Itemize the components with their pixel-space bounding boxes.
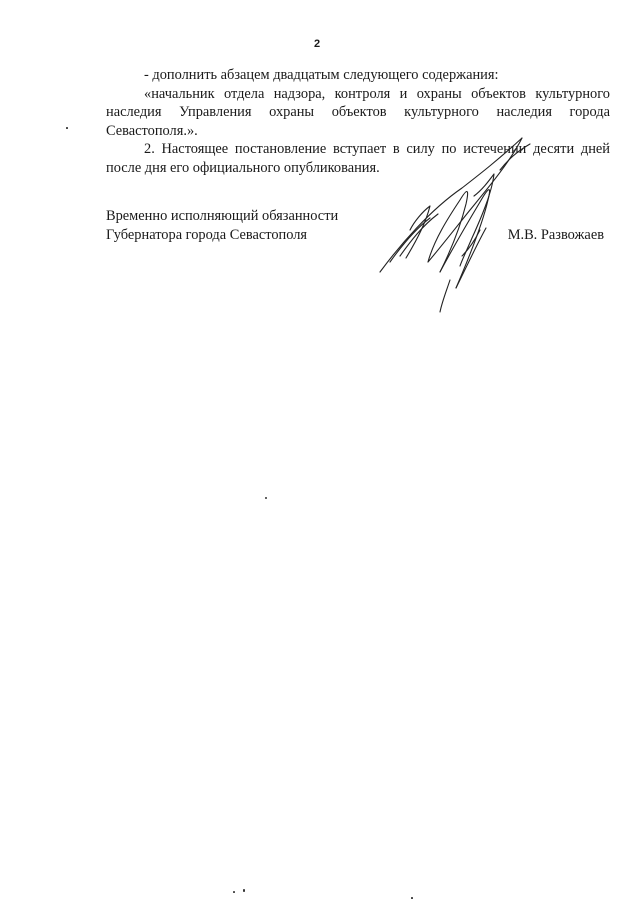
scan-speck [66, 127, 68, 129]
signatory-position-line2: Губернатора города Севастополя [106, 226, 308, 243]
scan-speck [411, 897, 413, 899]
paragraph-amendment-text: «начальник отдела надзора, контроля и охраны объектов культурного наследия Управления охраны объектов культурного наследия города Севастополя.». [106, 85, 610, 139]
paragraph-amendment-intro: - дополнить абзацем двадцатым следующего содержания: [144, 67, 499, 83]
scan-speck [265, 497, 267, 499]
page-number: 2 [313, 38, 321, 50]
scan-speck [233, 891, 235, 893]
signatory-position-line1: Временно исполняющий обязанности [106, 208, 339, 224]
signatory-name: М.В. Развожаев [507, 226, 604, 243]
handwritten-signature-icon [370, 130, 540, 315]
paragraph-effective-date: 2. Настоящее постановление вступает в силу по истечении десяти дней после дня его официального опубликования. [106, 141, 610, 176]
scan-speck [243, 889, 245, 892]
